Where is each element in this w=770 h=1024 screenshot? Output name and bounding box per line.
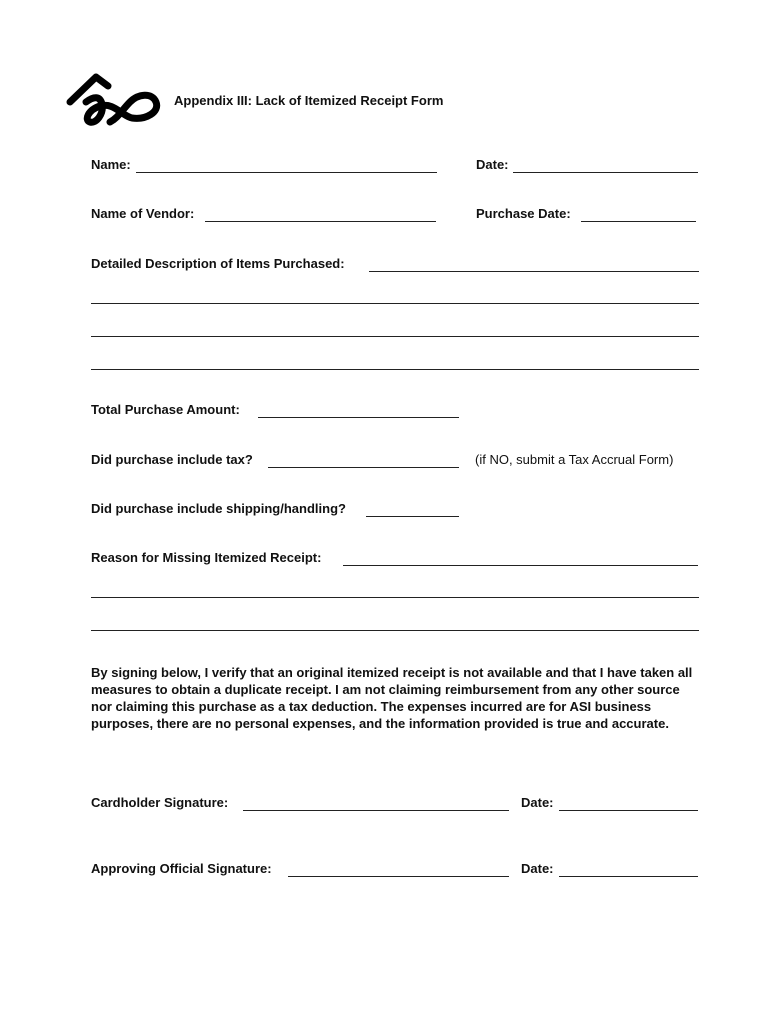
cardholder-date-label: Date: (521, 795, 554, 810)
cardholder-date-field[interactable] (559, 810, 698, 811)
reason-label: Reason for Missing Itemized Receipt: (91, 550, 322, 565)
purchase-date-label: Purchase Date: (476, 206, 571, 221)
approver-date-label: Date: (521, 861, 554, 876)
description-label: Detailed Description of Items Purchased: (91, 256, 345, 271)
approver-signature-field[interactable] (288, 876, 509, 877)
reason-field[interactable] (343, 565, 698, 566)
total-amount-field[interactable] (258, 417, 459, 418)
tax-label: Did purchase include tax? (91, 452, 253, 467)
description-field[interactable] (369, 271, 699, 272)
certification-text: By signing below, I verify that an original itemized receipt is not available and that I have taken all measures to obtain a duplicate receipt. I am not claiming reimbursement from any other source nor claiming this purchase as a tax deduction. The expenses incurred are for ASI business purposes, there are no personal expenses, and the information provided is true and accurate. (91, 665, 693, 731)
tax-field[interactable] (268, 467, 459, 468)
cardholder-signature-field[interactable] (243, 810, 509, 811)
shipping-label: Did purchase include shipping/handling? (91, 501, 346, 516)
reason-line[interactable] (91, 597, 699, 598)
reason-line[interactable] (91, 630, 699, 631)
description-line[interactable] (91, 336, 699, 337)
tax-note: (if NO, submit a Tax Accrual Form) (475, 452, 674, 467)
shipping-field[interactable] (366, 516, 459, 517)
name-field[interactable] (136, 172, 437, 173)
name-label: Name: (91, 157, 131, 172)
description-line[interactable] (91, 369, 699, 370)
date-label: Date: (476, 157, 509, 172)
approver-date-field[interactable] (559, 876, 698, 877)
date-field[interactable] (513, 172, 698, 173)
description-line[interactable] (91, 303, 699, 304)
cardholder-signature-label: Cardholder Signature: (91, 795, 229, 810)
vendor-field[interactable] (205, 221, 436, 222)
purchase-date-field[interactable] (581, 221, 696, 222)
total-amount-label: Total Purchase Amount: (91, 402, 240, 417)
approver-signature-label: Approving Official Signature: (91, 861, 272, 876)
vendor-label: Name of Vendor: (91, 206, 195, 221)
page-title: Appendix III: Lack of Itemized Receipt Form (174, 93, 444, 108)
asi-logo-icon (66, 72, 166, 137)
